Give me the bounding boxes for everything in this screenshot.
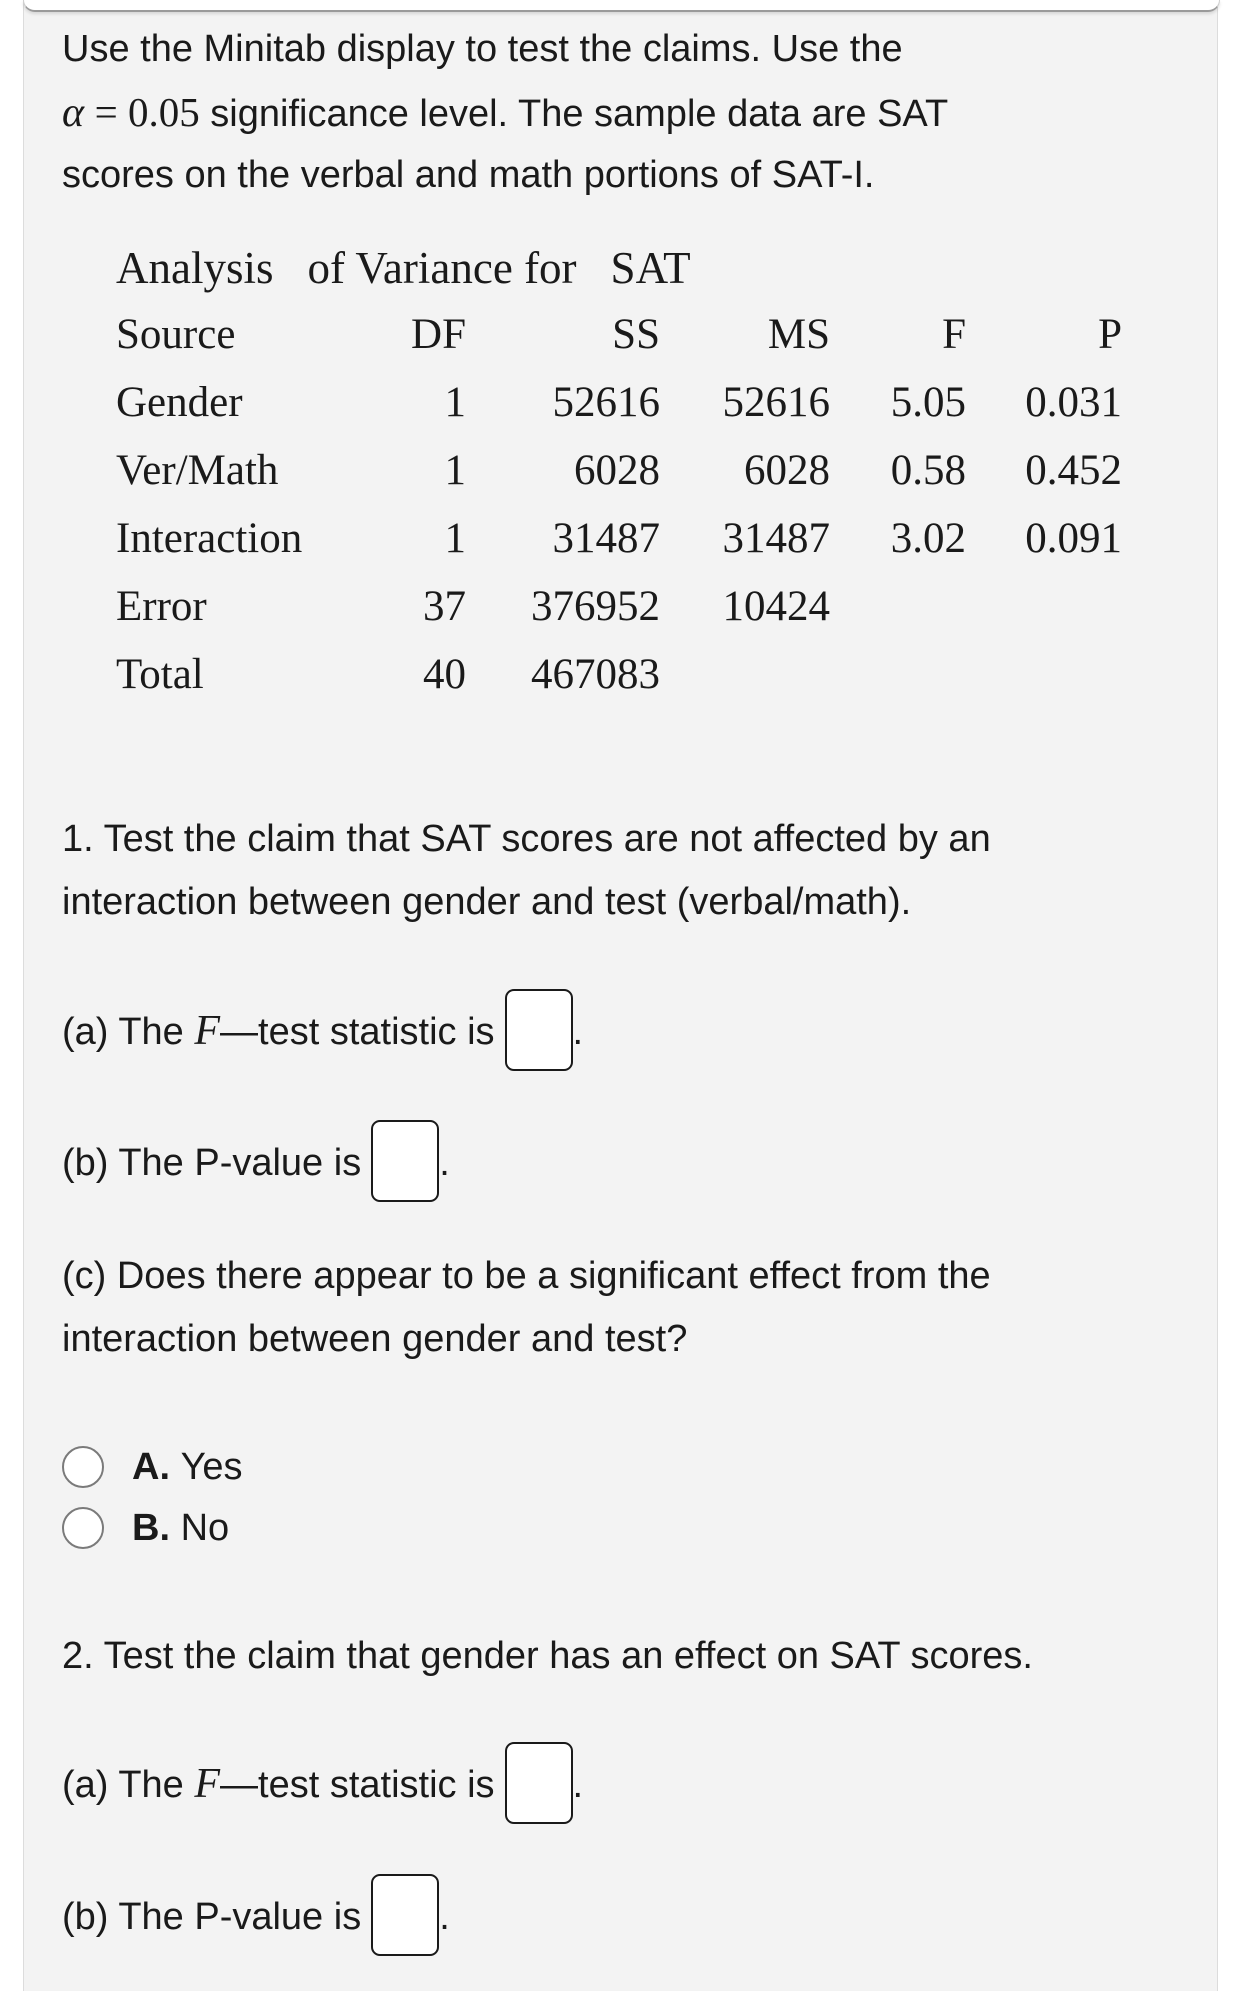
q1-b-row xyxy=(62,1124,450,1206)
q1-f-statistic-input[interactable] xyxy=(505,989,573,1071)
row-total-ss: 467083 xyxy=(531,651,660,698)
row-vermath-p: 0.452 xyxy=(1025,447,1122,494)
row-gender-ms: 52616 xyxy=(722,379,830,426)
q1-c-line-2: interaction between gender and test? xyxy=(62,1318,688,1360)
q1-p-value-input[interactable] xyxy=(371,1120,439,1202)
header-f: F xyxy=(942,311,966,358)
row-gender-source: Gender xyxy=(116,379,243,426)
row-interaction-f: 3.02 xyxy=(890,515,966,562)
row-error-source: Error xyxy=(116,583,207,630)
anova-title xyxy=(116,242,725,294)
row-gender-f: 5.05 xyxy=(890,379,966,426)
row-error-df: 37 xyxy=(423,583,466,630)
q1-a-variable: F xyxy=(194,1008,221,1055)
row-vermath-ss: 6028 xyxy=(574,447,660,494)
q2-a-row xyxy=(62,1746,583,1828)
row-total-source: Total xyxy=(116,651,204,698)
row-error-ss: 376952 xyxy=(531,583,660,630)
intro-line-1: Use the Minitab display to test the claims. Use the xyxy=(62,28,903,70)
intro-line-3: scores on the verbal and math portions of SAT-I. xyxy=(62,154,875,196)
anova-title-word-2: of Variance for xyxy=(307,243,577,293)
radio-button-b[interactable] xyxy=(62,1507,104,1549)
q1-line-2: interaction between gender and test (verbal/math). xyxy=(62,881,912,923)
q2-a-suffix: —test statistic is xyxy=(220,1764,495,1807)
intro-line-2-rest: significance level. The sample data are SAT xyxy=(199,93,949,135)
row-vermath-f: 0.58 xyxy=(890,447,966,494)
q2-p-value-input[interactable] xyxy=(371,1874,439,1956)
q2-b-label: (b) The P-value is xyxy=(62,1896,362,1939)
row-interaction-source: Interaction xyxy=(116,515,303,562)
q2-b-period: . xyxy=(439,1896,450,1939)
option-b-no[interactable] xyxy=(62,1503,229,1553)
option-b-text: No xyxy=(180,1507,230,1549)
q1-a-suffix: —test statistic is xyxy=(220,1011,495,1054)
q1-b-period: . xyxy=(439,1142,450,1185)
option-a-letter: A. xyxy=(132,1446,170,1488)
option-a-text: Yes xyxy=(180,1446,243,1488)
q1-line-1: 1. Test the claim that SAT scores are not affected by an xyxy=(62,818,991,860)
anova-title-word-1: Analysis xyxy=(116,243,274,293)
row-interaction-ms: 31487 xyxy=(722,515,830,562)
header-ss: SS xyxy=(612,311,660,358)
row-gender-ss: 52616 xyxy=(552,379,660,426)
alpha-value: = 0.05 xyxy=(94,89,200,135)
card-top-edge xyxy=(23,0,1220,12)
q2-a-period: . xyxy=(572,1764,584,1807)
q2-a-prefix: (a) The xyxy=(62,1764,195,1807)
q1-a-prefix: (a) The xyxy=(62,1011,195,1054)
row-total-df: 40 xyxy=(423,651,466,698)
header-p: P xyxy=(1098,311,1122,358)
header-df: DF xyxy=(411,311,466,358)
row-vermath-ms: 6028 xyxy=(744,447,830,494)
anova-title-word-3: SAT xyxy=(610,243,691,293)
row-interaction-ss: 31487 xyxy=(552,515,660,562)
q2-line-1: 2. Test the claim that gender has an effect on SAT scores. xyxy=(62,1635,1033,1677)
q2-b-row xyxy=(62,1878,450,1960)
radio-button-a[interactable] xyxy=(62,1446,104,1488)
q2-f-statistic-input[interactable] xyxy=(505,1742,573,1824)
q2-a-variable: F xyxy=(194,1761,221,1808)
q1-a-period: . xyxy=(572,1011,584,1054)
row-vermath-df: 1 xyxy=(444,447,466,494)
q1-b-label: (b) The P-value is xyxy=(62,1142,362,1185)
header-ms: MS xyxy=(767,311,830,358)
option-a-yes[interactable] xyxy=(62,1442,243,1492)
q1-c-line-1: (c) Does there appear to be a significant effect from the xyxy=(62,1255,991,1297)
option-b-letter: B. xyxy=(132,1507,170,1549)
row-gender-p: 0.031 xyxy=(1025,379,1122,426)
header-source: Source xyxy=(116,311,236,358)
row-interaction-p: 0.091 xyxy=(1025,515,1122,562)
row-vermath-source: Ver/Math xyxy=(116,447,279,494)
row-error-ms: 10424 xyxy=(722,583,830,630)
row-interaction-df: 1 xyxy=(444,515,466,562)
q1-a-row xyxy=(62,993,583,1075)
intro-line-2 xyxy=(62,81,948,146)
alpha-symbol: α xyxy=(62,90,85,136)
row-gender-df: 1 xyxy=(444,379,466,426)
